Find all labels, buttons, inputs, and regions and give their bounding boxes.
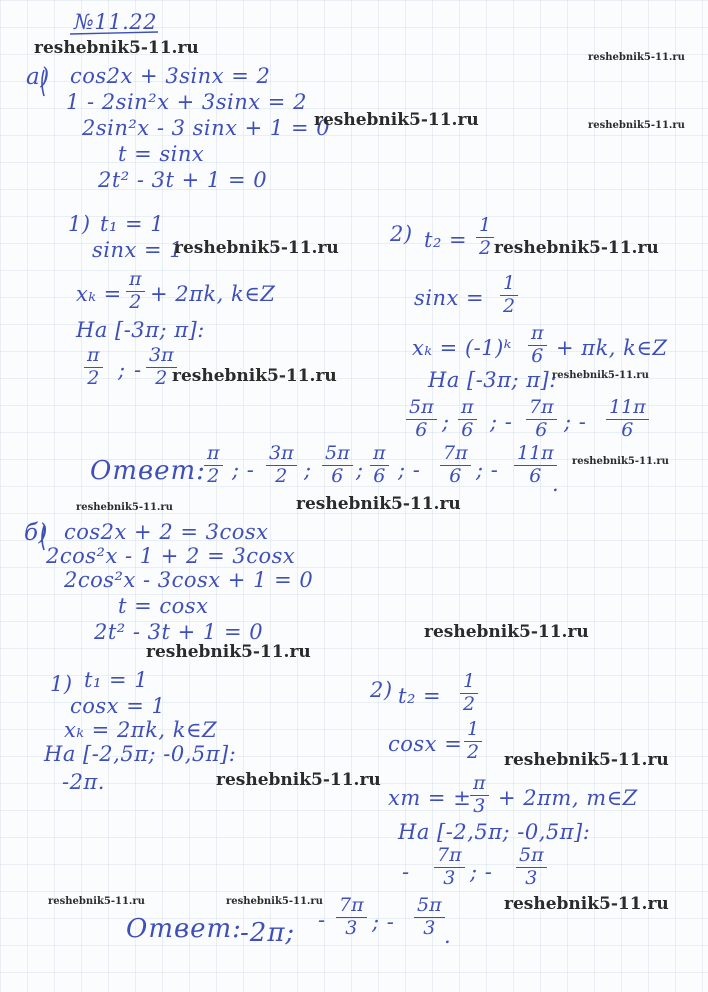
part-b-case2-label: 2) <box>370 678 393 702</box>
part-a-line-4: t = sinx <box>118 142 205 166</box>
fraction-numerator: 5π <box>516 846 547 868</box>
watermark-13: reshebnik5-11.ru <box>146 642 311 662</box>
fraction-denominator: 2 <box>503 294 516 317</box>
part-b-label-bracket <box>42 526 44 550</box>
fraction-denominator: 2 <box>207 464 220 487</box>
watermark-4: reshebnik5-11.ru <box>588 120 685 131</box>
fraction-numerator: 5π <box>406 398 437 420</box>
part-a-case2-root-4-sign: ; - <box>564 410 587 434</box>
watermark-15: reshebnik5-11.ru <box>216 770 381 790</box>
part-b-line-1: cos2x + 2 = 3cosx <box>64 520 269 544</box>
fraction-denominator: 6 <box>415 418 428 441</box>
fraction-denominator: 6 <box>529 464 542 487</box>
part-a-case1-eq: sinx = 1 <box>92 238 184 262</box>
fraction-numerator: 7π <box>336 896 367 918</box>
part-b-answer-sign-3: ; - <box>372 910 395 934</box>
fraction-denominator: 3 <box>443 866 456 889</box>
part-a-case2-root-3-sign: ; - <box>490 410 513 434</box>
fraction-denominator: 6 <box>621 418 634 441</box>
part-a-answer-sign-4: ; <box>356 458 364 482</box>
fraction-numerator: 11π <box>514 444 557 466</box>
fraction-denominator: 6 <box>535 418 548 441</box>
part-a-label: а) <box>26 64 50 90</box>
watermark-16: reshebnik5-11.ru <box>48 896 145 907</box>
fraction-denominator: 6 <box>373 464 386 487</box>
fraction-denominator: 2 <box>129 290 142 313</box>
watermark-6: reshebnik5-11.ru <box>494 238 659 258</box>
fraction-denominator: 6 <box>531 344 544 367</box>
part-a-case2-label: 2) <box>390 222 413 246</box>
watermark-7: reshebnik5-11.ru <box>172 366 337 386</box>
watermark-9: reshebnik5-11.ru <box>572 456 669 467</box>
problem-number: №11.22 <box>74 10 157 34</box>
part-b-answer-word: Ответ: <box>126 914 242 944</box>
part-b-line-3: 2cos²x - 3cosx + 1 = 0 <box>64 568 314 592</box>
part-b-case2-eq-lhs: cosx = <box>388 732 463 756</box>
fraction-denominator: 2 <box>463 692 476 715</box>
fraction-numerator: 7π <box>526 398 557 420</box>
fraction-denominator: 6 <box>449 464 462 487</box>
part-a-case1-interval: На [-3π; π]: <box>76 318 205 342</box>
watermark-11: reshebnik5-11.ru <box>296 494 461 514</box>
problem-number-underline <box>70 32 158 34</box>
part-b-line-5: 2t² - 3t + 1 = 0 <box>94 620 264 644</box>
fraction-numerator: π <box>458 398 477 420</box>
fraction-numerator: π <box>126 270 145 292</box>
fraction-numerator: 3π <box>146 346 177 368</box>
part-a-case1-root-sep: ; <box>118 358 126 382</box>
fraction-numerator: 1 <box>460 672 478 694</box>
fraction-denominator: 2 <box>275 464 288 487</box>
part-a-case2-eq-lhs: sinx = <box>414 286 485 310</box>
part-a-answer-end: . <box>552 472 560 496</box>
watermark-2: reshebnik5-11.ru <box>588 52 685 63</box>
fraction-numerator: π <box>528 324 547 346</box>
fraction-numerator: 5π <box>322 444 353 466</box>
watermark-10: reshebnik5-11.ru <box>76 502 173 513</box>
watermark-18: reshebnik5-11.ru <box>504 894 669 914</box>
watermark-5: reshebnik5-11.ru <box>174 238 339 258</box>
part-b-case1-root: -2π. <box>62 770 105 794</box>
fraction-numerator: π <box>370 444 389 466</box>
part-b-case1-eq: cosx = 1 <box>70 694 166 718</box>
part-a-case2-root-2-sign: ; <box>442 410 450 434</box>
part-a-case2-general-lhs: xₖ = (-1)ᵏ <box>412 336 512 360</box>
part-a-case2-t-lhs: t₂ = <box>424 228 468 252</box>
fraction-denominator: 2 <box>155 366 168 389</box>
part-b-case1-t: t₁ = 1 <box>84 668 149 692</box>
part-b-line-4: t = cosx <box>118 594 209 618</box>
part-a-label-bracket <box>42 70 44 96</box>
fraction-numerator: 11π <box>606 398 649 420</box>
part-a-case1-label: 1) <box>68 212 91 236</box>
watermark-17: reshebnik5-11.ru <box>226 896 323 907</box>
fraction-denominator: 3 <box>423 916 436 939</box>
part-b-answer-end: . <box>444 924 452 948</box>
part-a-line-1: cos2x + 3sinx = 2 <box>70 64 271 88</box>
part-b-line-2: 2cos²x - 1 + 2 = 3cosx <box>46 544 296 568</box>
part-b-case2-general-rhs: + 2πm, m∈Z <box>498 786 638 810</box>
part-a-answer-sign-3: ; <box>304 458 312 482</box>
part-a-case1-general-lhs: xₖ = <box>76 282 122 306</box>
part-a-answer-sign-2: ; - <box>232 458 255 482</box>
watermark-8: reshebnik5-11.ru <box>552 370 649 381</box>
fraction-numerator: π <box>84 346 103 368</box>
fraction-denominator: 2 <box>467 740 480 763</box>
fraction-numerator: 7π <box>440 444 471 466</box>
part-a-case2-interval: На [-3π; π]: <box>428 368 557 392</box>
part-a-line-3: 2sin²x - 3 sinx + 1 = 0 <box>82 116 331 140</box>
fraction-numerator: 5π <box>414 896 445 918</box>
part-b-case2-general-lhs: xm = ± <box>388 786 472 810</box>
part-b-case2-interval: На [-2,5π; -0,5π]: <box>398 820 591 844</box>
part-a-answer-word: Ответ: <box>90 456 206 486</box>
watermark-12: reshebnik5-11.ru <box>424 622 589 642</box>
part-a-answer-sign-6: ; - <box>476 458 499 482</box>
part-b-case1-label: 1) <box>50 672 73 696</box>
part-b-case2-root-2-sign: ; - <box>470 860 493 884</box>
fraction-denominator: 3 <box>473 794 486 817</box>
fraction-denominator: 2 <box>87 366 100 389</box>
fraction-numerator: 1 <box>464 720 482 742</box>
fraction-denominator: 6 <box>461 418 474 441</box>
fraction-numerator: π <box>470 774 489 796</box>
watermark-14: reshebnik5-11.ru <box>504 750 669 770</box>
part-a-case1-root-2-sign: - <box>134 358 142 382</box>
part-a-line-2: 1 - 2sin²x + 3sinx = 2 <box>66 90 307 114</box>
part-a-case2-general-rhs: + πk, k∈Z <box>556 336 668 360</box>
part-a-answer-sign-5: ; - <box>398 458 421 482</box>
fraction-numerator: 1 <box>500 274 518 296</box>
part-b-answer-sign-2: - <box>318 908 326 932</box>
part-b-case1-general: xₖ = 2πk, k∈Z <box>64 718 218 742</box>
fraction-denominator: 3 <box>345 916 358 939</box>
fraction-denominator: 3 <box>525 866 538 889</box>
watermark-1: reshebnik5-11.ru <box>34 38 199 58</box>
part-a-line-5: 2t² - 3t + 1 = 0 <box>98 168 268 192</box>
part-b-answer-first: -2π; <box>240 918 296 948</box>
fraction-numerator: 7π <box>434 846 465 868</box>
part-b-case2-t-lhs: t₂ = <box>398 684 442 708</box>
fraction-denominator: 2 <box>479 236 492 259</box>
part-b-case2-root-1-sign: - <box>402 860 410 884</box>
part-b-case1-interval: На [-2,5π; -0,5π]: <box>44 742 237 766</box>
fraction-denominator: 6 <box>331 464 344 487</box>
fraction-numerator: 1 <box>476 216 494 238</box>
fraction-numerator: 3π <box>266 444 297 466</box>
fraction-numerator: π <box>204 444 223 466</box>
part-a-case1-general-rhs: + 2πk, k∈Z <box>150 282 276 306</box>
watermark-3: reshebnik5-11.ru <box>314 110 479 130</box>
part-b-label: б) <box>24 520 49 546</box>
part-a-case1-t: t₁ = 1 <box>100 212 165 236</box>
